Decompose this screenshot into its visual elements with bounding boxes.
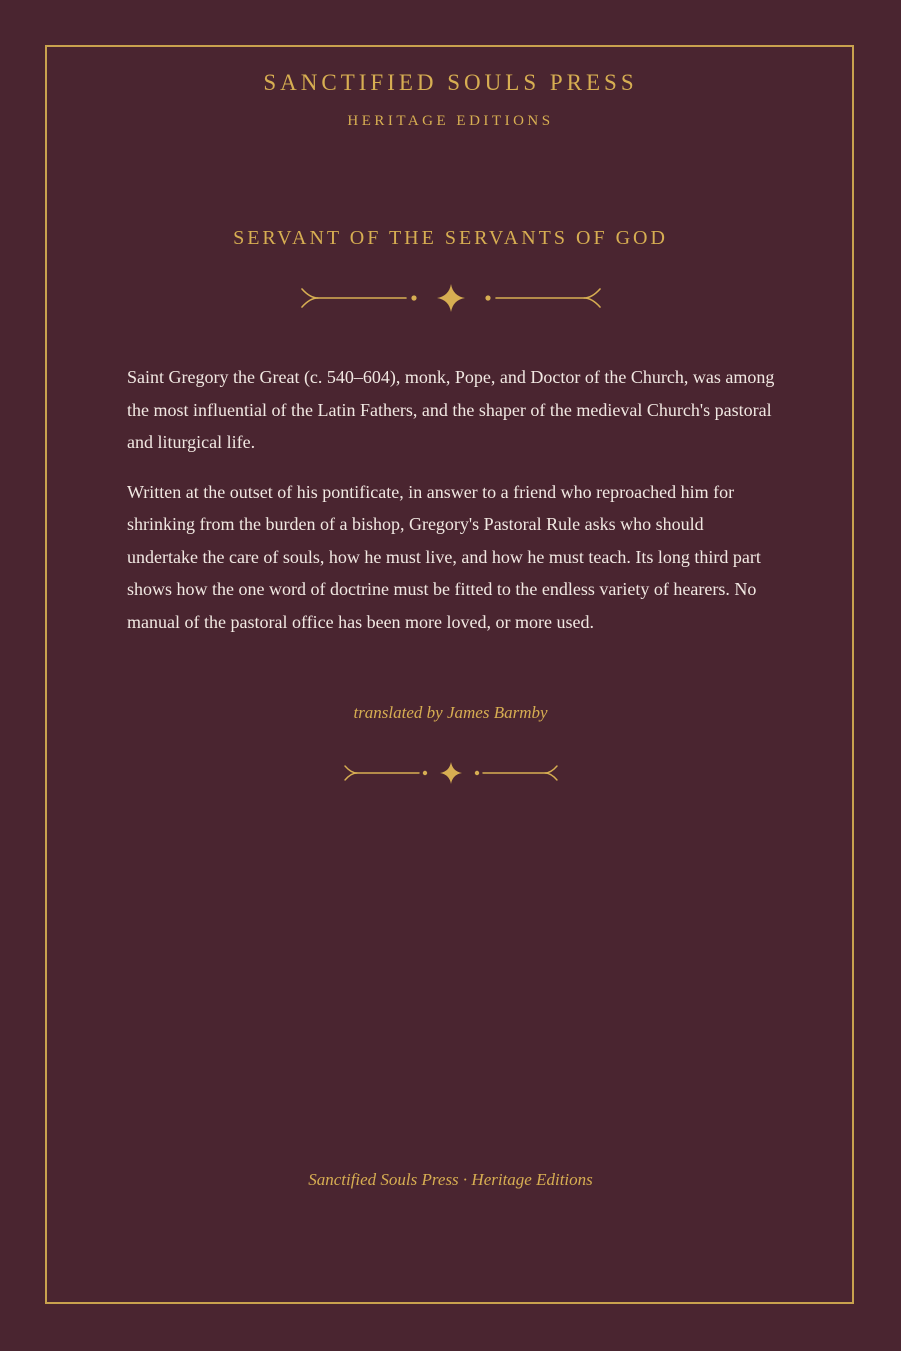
ornament-divider-top xyxy=(0,282,901,316)
description-paragraph: Written at the outset of his pontificate, in answer to a friend who reproached him for shrinking from the burden of a bishop, Gregory's Pastoral Rule asks who should undertake the care of souls, how he must live, and how he must teach. Its long third part shows how the one word of doctrine must be fitted to the endless variety of hearers. No manual of the pastoral office has been more loved, or more used. xyxy=(127,481,761,632)
description-paragraph: Saint Gregory the Great (c. 540–604), monk, Pope, and Doctor of the Church, was among the most influential of the Latin Fathers, and the shaper of the medieval Church's pastoral and liturgical life. xyxy=(127,367,775,452)
footer-imprint: Sanctified Souls Press · Heritage Editions xyxy=(308,1170,593,1189)
translator-credit: translated by James Barmby xyxy=(353,703,548,722)
imprint-name: HERITAGE EDITIONS xyxy=(347,113,554,129)
flourish-star-icon xyxy=(341,759,561,789)
description-body xyxy=(127,361,777,655)
ornament-divider-bottom xyxy=(0,759,901,789)
book-title: SERVANT OF THE SERVANTS OF GOD xyxy=(233,227,668,249)
publisher-name: SANCTIFIED SOULS PRESS xyxy=(263,70,638,95)
flourish-star-icon xyxy=(296,282,606,316)
